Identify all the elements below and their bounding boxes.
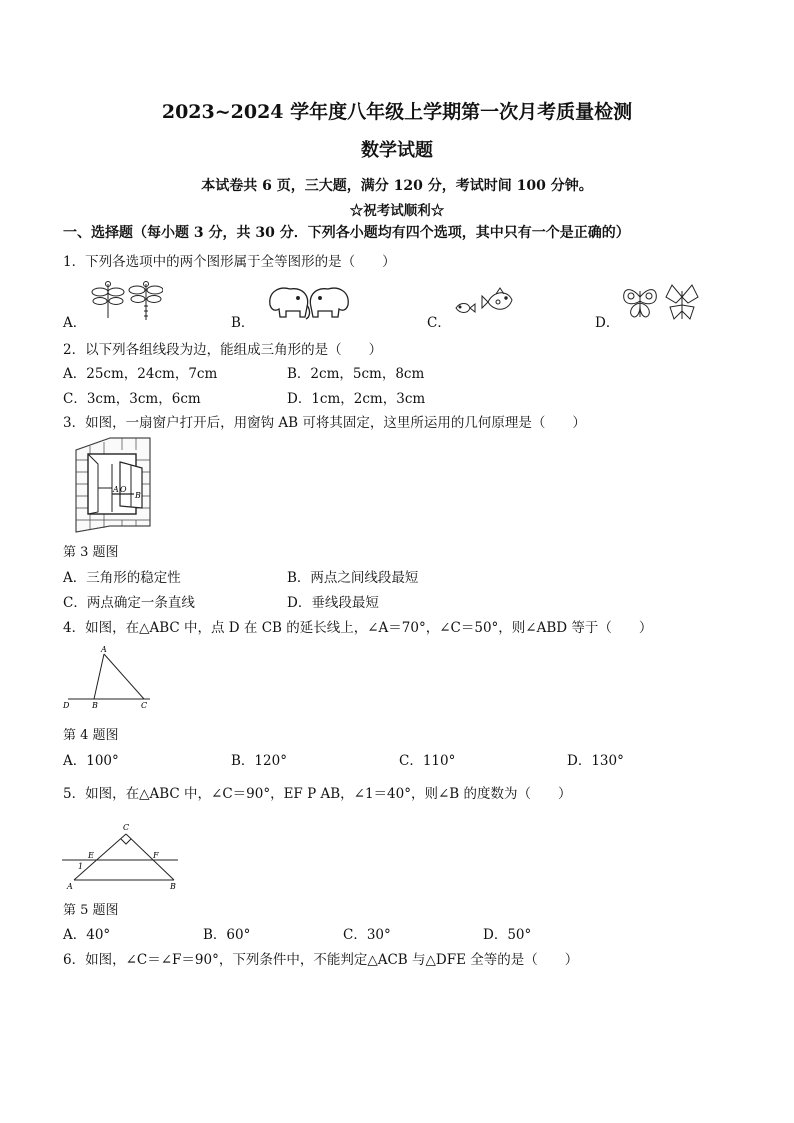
q4-option-c: C．110° <box>399 753 456 769</box>
q5-label-c: C <box>123 823 130 832</box>
q4-option-a: A．100° <box>63 753 119 769</box>
q3-option-a: A．三角形的稳定性 <box>63 570 181 586</box>
q4-option-d: D．130° <box>567 753 624 769</box>
q3-option-c: C．两点确定一条直线 <box>63 595 195 611</box>
question-3-stem: 3．如图，一扇窗户打开后，用窗钩 AB 可将其固定，这里所运用的几何原理是（ ） <box>63 415 586 431</box>
question-2-stem: 2．以下列各组线段为边，能组成三角形的是（ ） <box>63 342 383 358</box>
q4-label-b: B <box>92 701 98 710</box>
q1-a-dragonflies-figure <box>88 280 163 322</box>
q2-option-b: B．2cm，5cm，8cm <box>287 366 425 382</box>
subject-title: 数学试题 <box>361 140 433 161</box>
q5-label-a: A <box>67 882 73 891</box>
q5-triangle-figure <box>60 818 184 892</box>
q3-label-o: O <box>120 485 127 494</box>
q4-label-c: C <box>141 701 148 710</box>
q1-option-a: A． <box>63 315 87 331</box>
section-title: 一、选择题（每小题 3 分，共 30 分．下列各小题均有四个选项，其中只有一个是正确的） <box>63 225 630 241</box>
q5-option-b: B．60° <box>203 927 251 943</box>
q4-triangle-figure <box>60 642 160 712</box>
q1-option-d: D． <box>595 315 620 331</box>
q5-label-f: F <box>153 851 159 860</box>
q3-option-b: B．两点之间线段最短 <box>287 570 419 586</box>
good-luck-note: ☆祝考试顺利☆ <box>349 203 445 219</box>
question-6-stem: 6．如图，∠C＝∠F＝90°，下列条件中，不能判定△ACB 与△DFE 全等的是（ ） <box>63 952 579 968</box>
exam-title: 2023~2024 学年度八年级上学期第一次月考质量检测 <box>161 101 633 123</box>
question-5-stem: 5．如图，在△ABC 中，∠C＝90°，EF P AB，∠1＝40°，则∠B 的度数为（ ） <box>63 786 572 802</box>
q3-option-d: D．垂线段最短 <box>287 595 379 611</box>
q2-option-d: D．1cm，2cm，3cm <box>287 391 426 407</box>
q3-figure-caption: 第 3 题图 <box>63 545 119 560</box>
q4-figure-caption: 第 4 题图 <box>63 728 119 743</box>
question-4-stem: 4．如图，在△ABC 中，点 D 在 CB 的延长线上，∠A＝70°，∠C＝50°，则∠ABD 等于（ ） <box>63 620 653 636</box>
q1-option-c: C． <box>427 315 451 331</box>
q5-option-a: A．40° <box>63 927 111 943</box>
q5-figure-caption: 第 5 题图 <box>63 903 119 918</box>
q5-option-d: D．50° <box>483 927 532 943</box>
q2-option-c: C．3cm，3cm，6cm <box>63 391 201 407</box>
question-1-stem: 1．下列各选项中的两个图形属于全等图形的是（ ） <box>63 254 396 270</box>
q4-label-d: D <box>63 701 70 710</box>
q5-option-c: C．30° <box>343 927 391 943</box>
q3-window-figure <box>70 432 154 536</box>
q5-label-b: B <box>170 882 176 891</box>
q1-c-fish-figure <box>452 284 517 322</box>
q1-option-b: B． <box>231 315 255 331</box>
q5-label-e: E <box>88 851 94 860</box>
exam-info: 本试卷共 6 页，三大题，满分 120 分，考试时间 100 分钟。 <box>201 178 593 194</box>
q4-option-b: B．120° <box>231 753 287 769</box>
q5-label-1: 1 <box>78 862 84 871</box>
q1-b-elephants-figure <box>264 283 354 323</box>
q2-option-a: A．25cm，24cm，7cm <box>63 366 218 382</box>
q4-label-a: A <box>101 645 107 654</box>
q3-label-b: B <box>135 491 141 500</box>
q1-d-butterflies-figure <box>620 283 702 323</box>
q3-label-a: A <box>113 485 119 494</box>
